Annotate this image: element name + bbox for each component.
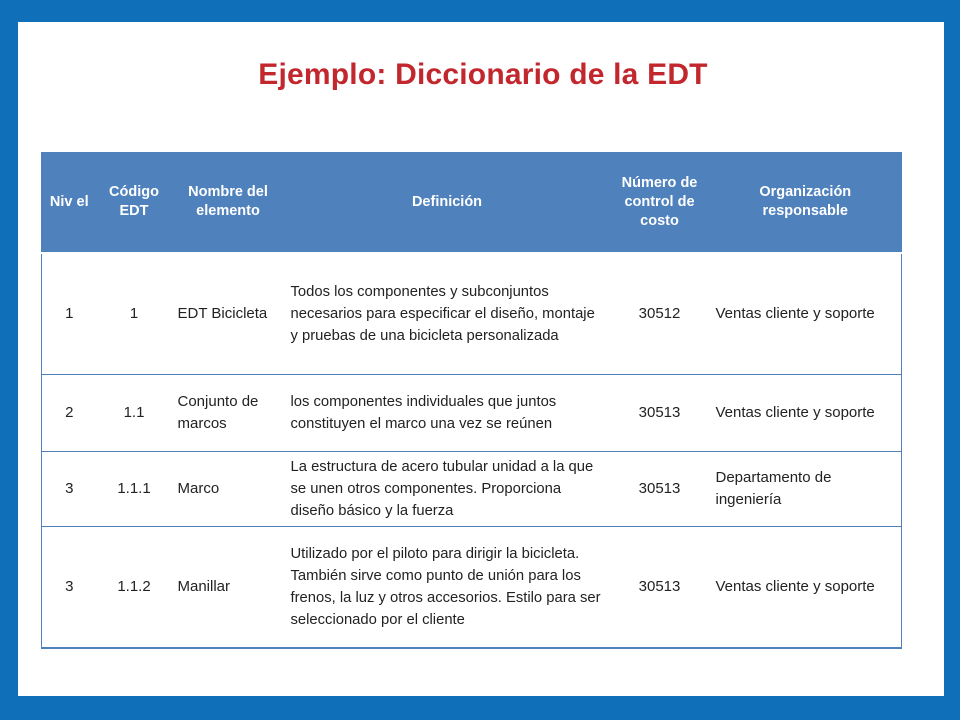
table-row (42, 375, 902, 452)
cell-numero: 30513 (610, 375, 710, 452)
header-definicion: Definición (285, 152, 610, 253)
wbs-dictionary-table (41, 152, 902, 649)
header-row (42, 152, 902, 253)
header-codigo: Código EDT (97, 152, 172, 253)
table-row (42, 452, 902, 527)
cell-organizacion: Ventas cliente y soporte (710, 375, 902, 452)
cell-nombre: Marco (172, 452, 285, 527)
cell-nivel: 3 (42, 527, 97, 649)
cell-numero: 30513 (610, 527, 710, 649)
table-row (42, 527, 902, 649)
cell-definicion: Utilizado por el piloto para dirigir la bicicleta. También sirve como punto de unión para los frenos, la luz y otros accesorios. Estilo para ser seleccionado por el cliente (285, 527, 610, 649)
cell-nombre: Conjunto de marcos (172, 375, 285, 452)
cell-nivel: 1 (42, 253, 97, 375)
cell-codigo: 1.1 (97, 375, 172, 452)
cell-numero: 30513 (610, 452, 710, 527)
cell-codigo: 1.1.1 (97, 452, 172, 527)
header-organizacion: Organización responsable (710, 152, 902, 253)
header-nivel: Niv el (42, 152, 97, 253)
header-nombre: Nombre del elemento (172, 152, 285, 253)
cell-nombre: Manillar (172, 527, 285, 649)
cell-nivel: 2 (42, 375, 97, 452)
cell-codigo: 1.1.2 (97, 527, 172, 649)
slide (18, 22, 944, 696)
slide-title: Ejemplo: Diccionario de la EDT (258, 58, 708, 91)
cell-numero: 30512 (610, 253, 710, 375)
cell-organizacion: Ventas cliente y soporte (710, 253, 902, 375)
cell-definicion: los componentes individuales que juntos constituyen el marco una vez se reúnen (285, 375, 610, 452)
cell-definicion: Todos los componentes y subconjuntos necesarios para especificar el diseño, montaje y pruebas de una bicicleta personalizada (285, 253, 610, 375)
cell-codigo: 1 (97, 253, 172, 375)
cell-nombre: EDT Bicicleta (172, 253, 285, 375)
cell-definicion: La estructura de acero tubular unidad a la que se unen otros componentes. Proporciona diseño básico y la fuerza (285, 452, 610, 527)
cell-organizacion: Departamento de ingeniería (710, 452, 902, 527)
cell-nivel: 3 (42, 452, 97, 527)
header-numero: Número de control de costo (610, 152, 710, 253)
cell-organizacion: Ventas cliente y soporte (710, 527, 902, 649)
table-row (42, 253, 902, 375)
